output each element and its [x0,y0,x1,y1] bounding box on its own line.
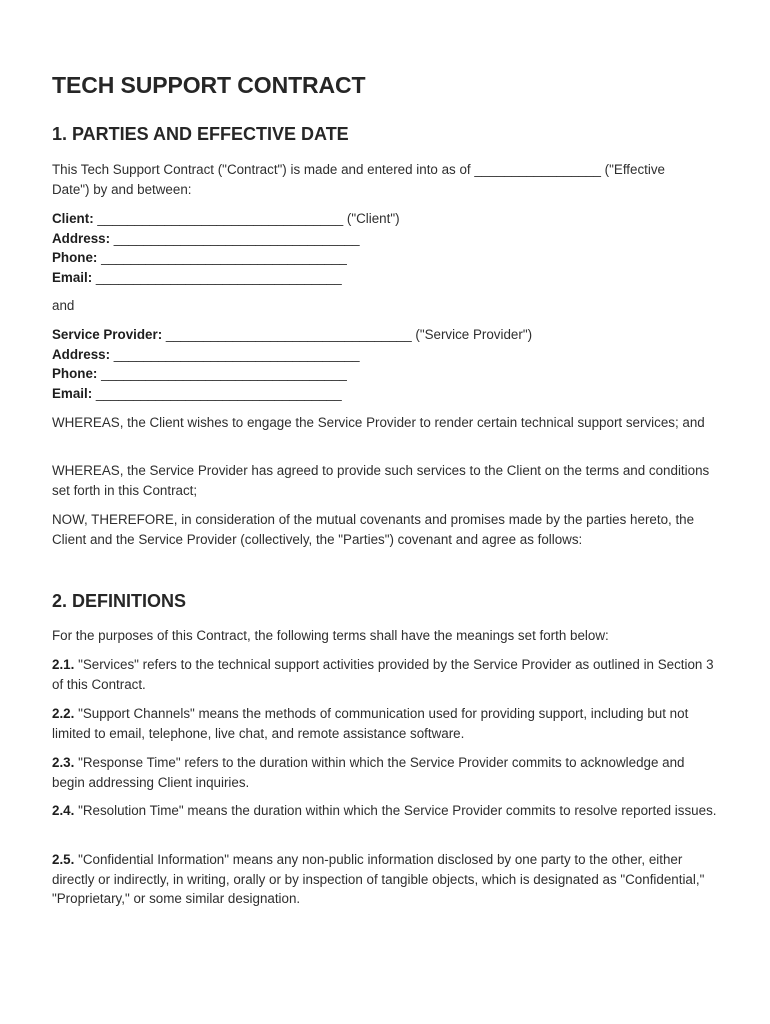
provider-email-line [52,384,342,404]
definition-number: 2.5. [52,852,75,867]
provider-address-value: _________________________________ [113,346,360,362]
definition-number: 2.1. [52,657,75,672]
provider-phone-value: _________________________________ [101,366,347,381]
section-2-heading: 2. DEFINITIONS [52,591,187,611]
provider-address-line [52,345,360,365]
definition-text: "Resolution Time" means the duration within which the Service Provider commits to resolve reported issues. [78,803,717,818]
therefore-paragraph: NOW, THEREFORE, in consideration of the mutual covenants and promises made by the parties hereto, the Client and the Service Provider (collectively, the "Parties") covenant and agree as follows: [52,512,695,547]
section-1-heading: 1. PARTIES AND EFFECTIVE DATE [52,124,349,144]
client-email-value: _________________________________ [95,269,342,285]
definition-number: 2.2. [52,706,75,721]
definition-2-3 [52,753,720,792]
section-1-intro: This Tech Support Contract ("Contract") is made and entered into as of _________________ ("Effective Date") by and between: [52,162,665,197]
whereas-paragraph-1: WHEREAS, the Client wishes to engage the Service Provider to render certain technical support services; and [52,415,705,430]
provider-address-label: Address: [52,346,111,362]
client-email-label: Email: [52,269,93,285]
client-phone-line [52,248,347,268]
provider-phone-label: Phone: [52,366,98,381]
provider-email-label: Email: [52,385,93,401]
definition-text: "Services" refers to the technical support activities provided by the Service Provider as outlined in Section 3 of this Contract. [52,657,714,692]
client-phone-value: _________________________________ [101,250,347,265]
definition-text: "Support Channels" means the methods of communication used for providing support, including but not limited to email, telephone, live chat, and remote assistance software. [52,706,689,741]
client-address-line [52,229,360,249]
section-2-intro: For the purposes of this Contract, the following terms shall have the meanings set forth below: [52,628,609,643]
and-text: and [52,298,75,313]
provider-phone-line [52,364,347,384]
client-address-value: _________________________________ [113,230,360,246]
client-email-line [52,268,342,288]
client-name-label: Client: [52,211,94,226]
definition-text: "Response Time" refers to the duration within which the Service Provider commits to acknowledge and begin addressing Client inquiries. [52,755,685,790]
client-name-value: _________________________________ ("Client") [97,211,400,226]
provider-email-value: _________________________________ [95,385,342,401]
definition-2-5 [52,850,720,909]
provider-name-label: Service Provider: [52,327,163,342]
definition-number: 2.3. [52,755,75,770]
whereas-paragraph-2: WHEREAS, the Service Provider has agreed to provide such services to the Client on the terms and conditions set forth in this Contract; [52,463,710,498]
provider-name-value: _________________________________ ("Service Provider") [165,327,533,342]
definition-2-2 [52,704,720,743]
client-address-label: Address: [52,230,111,246]
client-name-line [52,209,400,229]
definition-text: "Confidential Information" means any non-public information disclosed by one party to the other, either directly or indirectly, in writing, orally or by inspection of tangible objects, which is designated as "Confidential," "Proprietary," or some similar designation. [52,852,705,906]
document-title: TECH SUPPORT CONTRACT [52,72,366,98]
definition-number: 2.4. [52,803,75,818]
provider-name-line [52,325,532,345]
definition-2-1 [52,655,720,694]
client-phone-label: Phone: [52,250,98,265]
definition-2-4 [52,801,720,821]
